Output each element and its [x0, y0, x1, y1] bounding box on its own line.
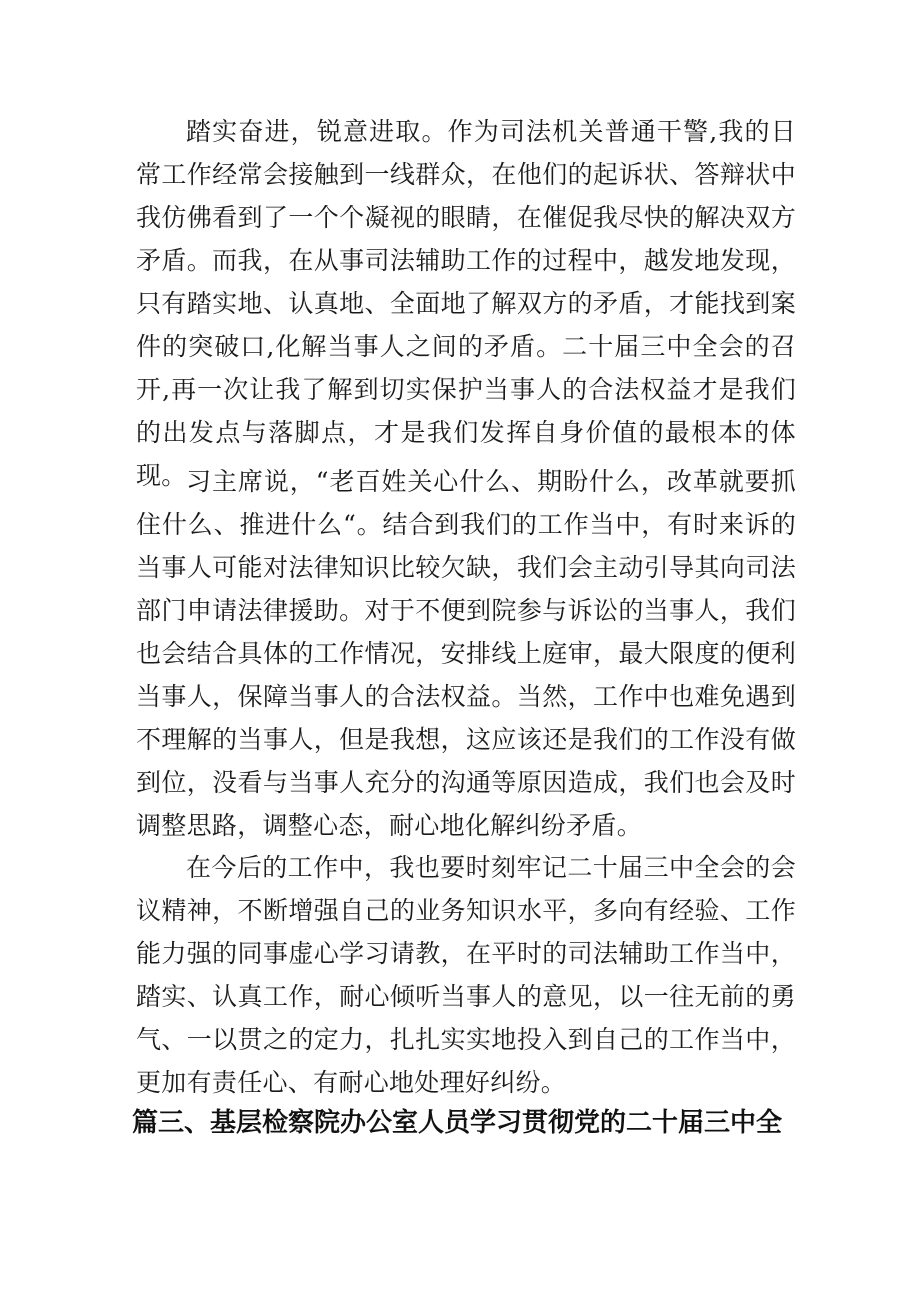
paragraph-3: 在今后的工作中，我也要时刻牢记二十届三中全会的会议精神，不断增强自己的业务知识水平，多向有经验、工作能力强的同事虚心学习请教，在平时的司法辅助工作当中，踏实、认真工作，耐心倾听当事人的意见，以一往无前的勇气、一以贯之的定力，扎扎实实地投入到自己的工作当中，更加有责任心、有耐心地处理好纠纷。: [136, 853, 796, 1097]
paragraph-1: 踏实奋进，锐意进取。作为司法机关普通干警,我的日常工作经常会接触到一线群众，在他们的起诉状、答辩状中我仿佛看到了一个个凝视的眼睛，在催促我尽快的解决双方矛盾。而我，在从事司法辅助工作的过程中，越发地发现，只有踏实地、认真地、全面地了解双方的矛盾，才能找到案件的突破口,化解当事人之间的矛盾。二十届三中全会的召开,再一次让我了解到切实保护当事人的合法权益才是我们的出发点与落脚点，才是我们发挥自身价值的最根本的体现。: [136, 117, 796, 490]
section-heading: 篇三、基层检察院办公室人员学习贯彻党的二十届三中全: [132, 1108, 783, 1138]
paragraph-2: 习主席说，“老百姓关心什么、期盼什么，改革就要抓住什么、推进什么“。结合到我们的工作当中，有时来诉的当事人可能对法律知识比较欠缺，我们会主动引导其向司法部门申请法律援助。对于不便到院参与诉讼的当事人，我们也会结合具体的工作情况，安排线上庭审，最大限度的便利当事人，保障当事人的合法权益。当然，工作中也难免遇到不理解的当事人，但是我想，这应该还是我们的工作没有做到位，没看与当事人充分的沟通等原因造成，我们也会及时调整思路，调整心态，耐心地化解纠纷矛盾。: [136, 467, 796, 840]
